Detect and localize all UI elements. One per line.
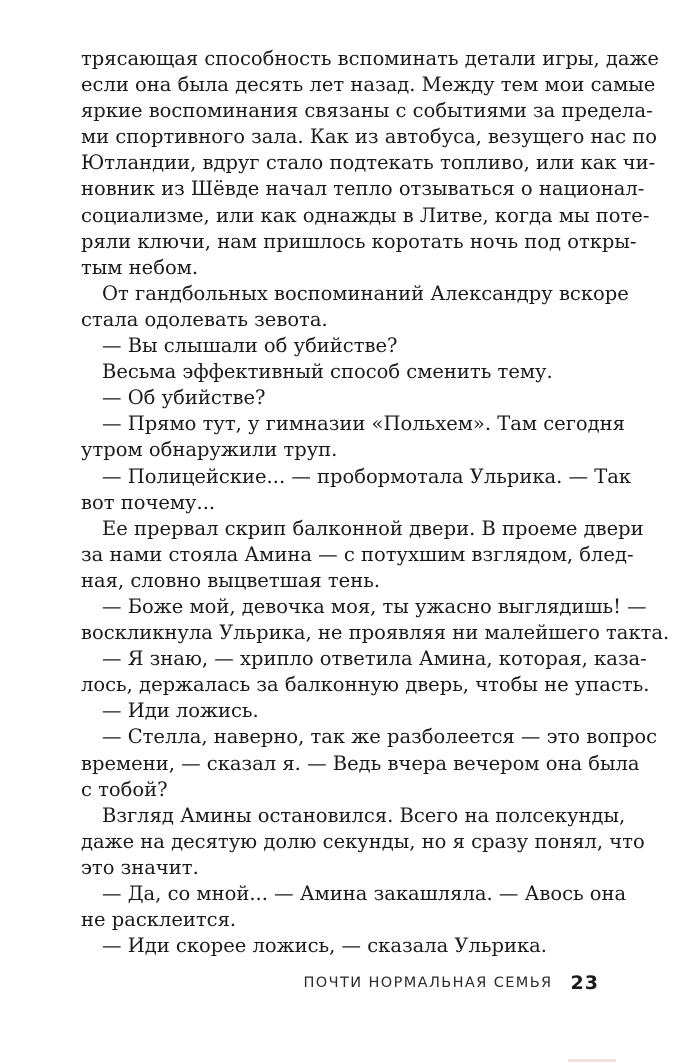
text-line: — Об убийстве? bbox=[102, 386, 266, 410]
text-line: ная, словно выцветшая тень. bbox=[81, 568, 381, 592]
text-line: это значит. bbox=[81, 855, 199, 879]
text-line: лось, держалась за балконную дверь, чтобы не упасть. bbox=[81, 673, 650, 697]
text-line: не расклеится. bbox=[81, 908, 237, 932]
text-line: стала одолевать зевота. bbox=[81, 307, 328, 331]
text-line: за нами стояла Амина — с потухшим взглядом, блед- bbox=[81, 542, 634, 566]
text-line: — Да, со мной... — Амина закашляла. — Авось она bbox=[102, 882, 627, 905]
text-line: От гандбольных воспоминаний Александру вскоре bbox=[102, 281, 629, 305]
text-line: времени, — сказал я. — Ведь вчера вечером она была bbox=[81, 751, 640, 775]
text-line: — Боже мой, девочка моя, ты ужасно выглядишь! — bbox=[102, 594, 647, 618]
text-line: утром обнаружили труп. bbox=[81, 438, 338, 462]
text-line: новник из Шёвде начал тепло отзываться о национал- bbox=[81, 177, 645, 201]
text-line: ряли ключи, нам пришлось коротать ночь под откры- bbox=[81, 229, 637, 253]
text-line: трясающая способность вспоминать детали игры, даже bbox=[81, 47, 659, 70]
text-line: даже на десятую долю секунды, но я сразу понял, что bbox=[81, 829, 645, 853]
text-line: Ютландии, вдруг стало подтекать топливо, или как чи- bbox=[81, 151, 656, 175]
text-line: — Иди скорее ложись, — сказала Ульрика. bbox=[102, 934, 548, 958]
corner-mark bbox=[568, 1059, 616, 1062]
text-line: социализме, или как однажды в Литве, когда мы поте- bbox=[81, 203, 650, 227]
text-line: — Стелла, наверно, так же разболеется — это вопрос bbox=[102, 725, 658, 749]
text-line: если она была десять лет назад. Между тем мои самые bbox=[81, 73, 656, 97]
text-line: тым небом. bbox=[81, 255, 199, 279]
text-line: Ее прервал скрип балконной двери. В проеме двери bbox=[102, 516, 644, 540]
running-head: ПОЧТИ НОРМАЛЬНАЯ СЕМЬЯ bbox=[303, 975, 553, 991]
page-body bbox=[81, 46, 670, 959]
page-number: 23 bbox=[570, 972, 599, 994]
text-line: с тобой? bbox=[81, 777, 168, 801]
text-line: Взгляд Амины остановился. Всего на полсекунды, bbox=[102, 803, 626, 827]
page-footer bbox=[270, 972, 599, 994]
text-line: Весьма эффективный способ сменить тему. bbox=[102, 360, 553, 384]
text-line: — Я знаю, — хрипло ответила Амина, которая, каза- bbox=[102, 647, 647, 671]
text-line: ми спортивного зала. Как из автобуса, везущего нас по bbox=[81, 125, 657, 149]
text-line: вот почему... bbox=[81, 490, 216, 514]
text-line: — Иди ложись. bbox=[102, 699, 259, 723]
text-line: воскликнула Ульрика, не проявляя ни малейшего такта. bbox=[81, 621, 670, 645]
text-line: — Прямо тут, у гимназии «Польхем». Там сегодня bbox=[102, 412, 625, 436]
text-line: — Полицейские... — пробормотала Ульрика. — Так bbox=[102, 464, 632, 488]
text-line: яркие воспоминания связаны с событиями за предела- bbox=[81, 99, 653, 123]
text-line: — Вы слышали об убийстве? bbox=[102, 334, 398, 358]
